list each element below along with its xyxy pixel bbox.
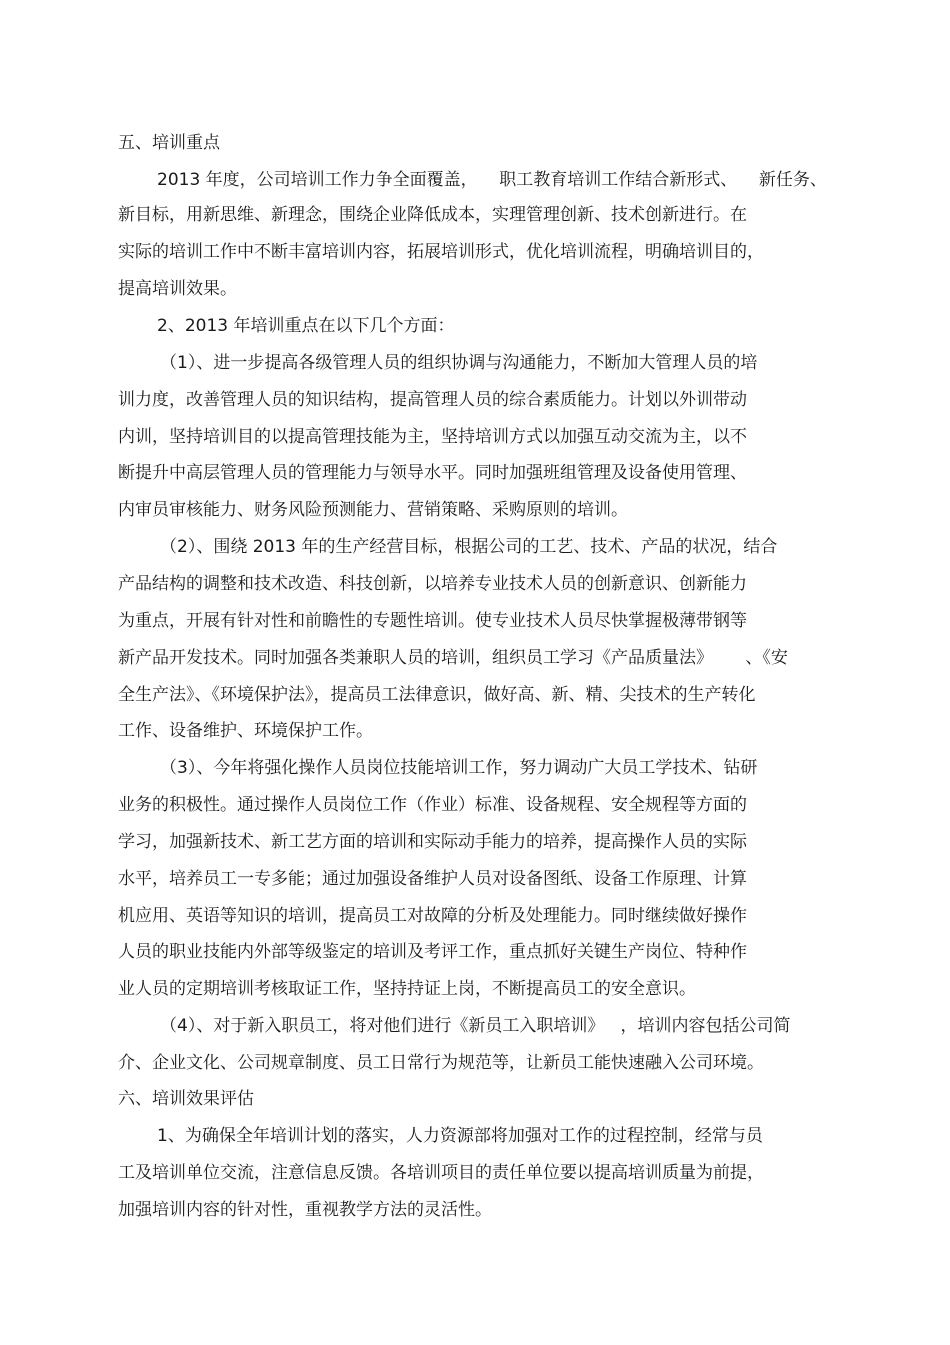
paragraph-line: （2）、围绕 2013 年的生产经营目标，根据公司的工艺、技术、产品的状况，结合 — [160, 537, 778, 557]
paragraph-line: 加强培训内容的针对性，重视教学方法的灵活性。 — [118, 1200, 492, 1220]
section-heading: 六、培训效果评估 — [118, 1089, 254, 1109]
paragraph-line: 内审员审核能力、财务风险预测能力、营销策略、采购原则的培训。 — [118, 500, 628, 520]
paragraph-line: （4）、对于新入职员工，将对他们进行《新员工入职培训》 ，培训内容包括公司简 — [160, 1016, 791, 1036]
paragraph-line: 新产品开发技术。同时加强各类兼职人员的培训，组织员工学习《产品质量法》 、《安 — [118, 648, 788, 668]
paragraph-line: 水平，培养员工一专多能；通过加强设备维护人员对设备图纸、设备工作原理、计算 — [118, 869, 747, 889]
paragraph-line: 产品结构的调整和技术改造、科技创新，以培养专业技术人员的创新意识、创新能力 — [118, 574, 747, 594]
paragraph-line: 学习，加强新技术、新工艺方面的培训和实际动手能力的培养，提高操作人员的实际 — [118, 832, 747, 852]
paragraph-line: 人员的职业技能内外部等级鉴定的培训及考评工作，重点抓好关键生产岗位、特种作 — [118, 942, 747, 962]
paragraph-line: 内训，坚持培训目的以提高管理技能为主，坚持培训方式以加强互动交流为主，以不 — [118, 427, 747, 447]
paragraph-line: 业务的积极性。通过操作人员岗位工作（作业）标准、设备规程、安全规程等方面的 — [118, 795, 747, 815]
paragraph-line: 为重点，开展有针对性和前瞻性的专题性培训。使专业技术人员尽快掌握极薄带钢等 — [118, 611, 747, 631]
paragraph-line: 断提升中高层管理人员的管理能力与领导水平。同时加强班组管理及设备使用管理、 — [118, 463, 747, 483]
paragraph-line: 介、企业文化、公司规章制度、员工日常行为规范等，让新员工能快速融入公司环境。 — [118, 1053, 764, 1073]
paragraph-line: 1、为确保全年培训计划的落实，人力资源部将加强对工作的过程控制，经常与员 — [157, 1126, 763, 1146]
paragraph-line: 训力度，改善管理人员的知识结构，提高管理人员的综合素质能力。计划以外训带动 — [118, 390, 747, 410]
section-heading: 五、培训重点 — [118, 133, 220, 153]
paragraph-line: 全生产法》、《环境保护法》，提高员工法律意识，做好高、新、精、尖技术的生产转化 — [118, 685, 756, 705]
paragraph-line: 提高培训效果。 — [118, 279, 237, 299]
paragraph-line: 2013 年度，公司培训工作力争全面覆盖， 职工教育培训工作结合新形式、 新任务、 — [157, 170, 827, 190]
paragraph-line: 工作、设备维护、环境保护工作。 — [118, 721, 373, 741]
paragraph-line: 机应用、英语等知识的培训，提高员工对故障的分析及处理能力。同时继续做好操作 — [118, 906, 747, 926]
paragraph-line: （1）、进一步提高各级管理人员的组织协调与沟通能力，不断加大管理人员的培 — [160, 353, 758, 373]
paragraph-line: 2、2013 年培训重点在以下几个方面： — [157, 316, 455, 336]
paragraph-line: 新目标，用新思维、新理念，围绕企业降低成本，实理管理创新、技术创新进行。在 — [118, 205, 747, 225]
paragraph-line: 实际的培训工作中不断丰富培训内容，拓展培训形式，优化培训流程，明确培训目的， — [118, 242, 764, 262]
paragraph-line: 工及培训单位交流，注意信息反馈。各培训项目的责任单位要以提高培训质量为前提， — [118, 1163, 764, 1183]
paragraph-line: 业人员的定期培训考核取证工作，坚持持证上岗，不断提高员工的安全意识。 — [118, 979, 696, 999]
paragraph-line: （3）、今年将强化操作人员岗位技能培训工作，努力调动广大员工学技术、钻研 — [160, 758, 758, 778]
